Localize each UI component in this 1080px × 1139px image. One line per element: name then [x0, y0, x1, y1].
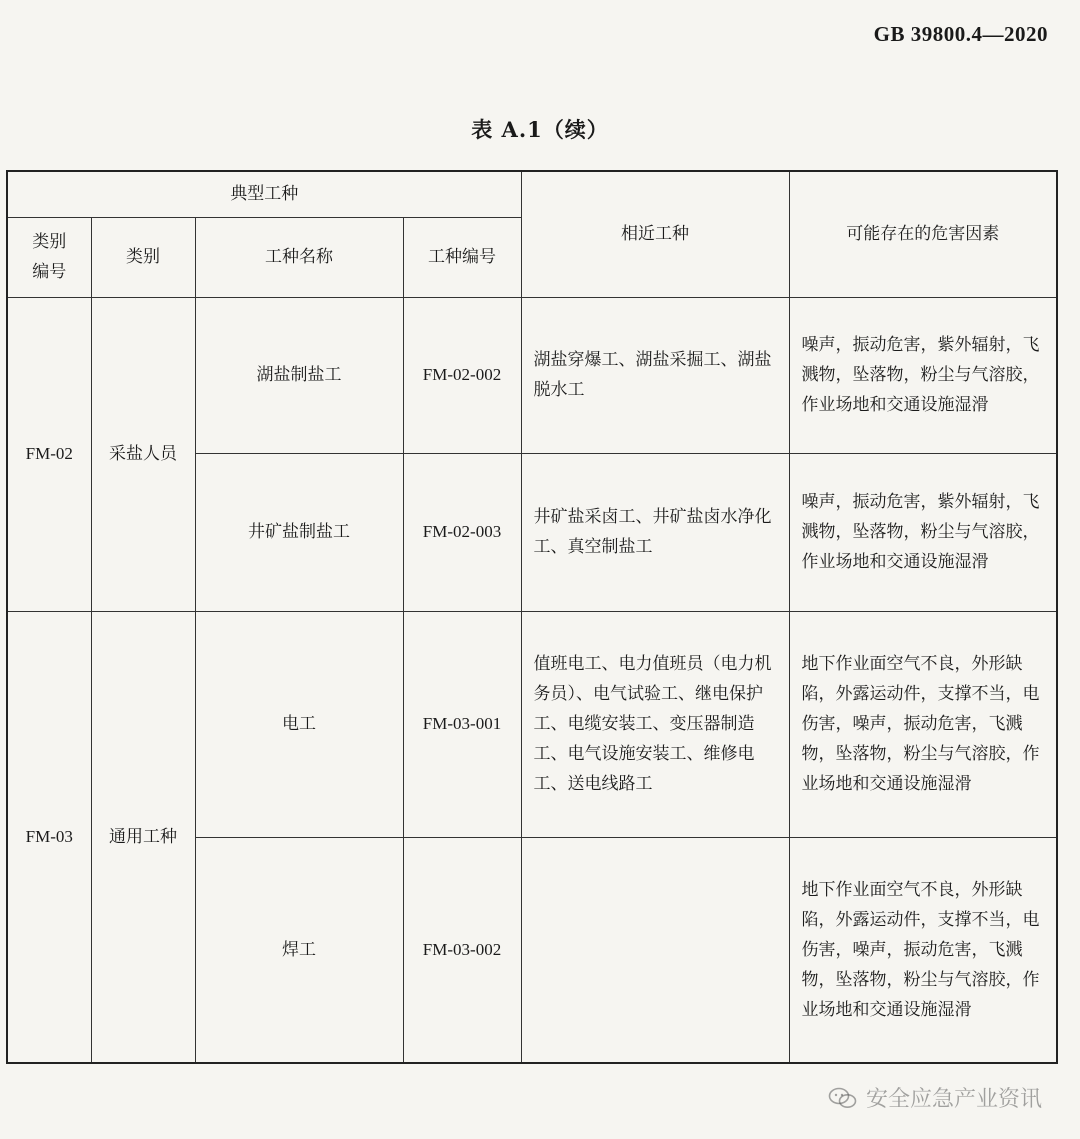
watermark-text: 安全应急产业资讯 [865, 1087, 1042, 1112]
similar-jobs-cell: 井矿盐采卤工、井矿盐卤水净化工、真空制盐工 [521, 453, 789, 611]
watermark [828, 1082, 1042, 1113]
category-cell: 采盐人员 [91, 297, 195, 611]
job-code-cell: FM-03-002 [403, 837, 521, 1063]
table-title: 表 A.1（续） [471, 117, 609, 142]
table-row [7, 611, 1057, 837]
job-name-cell: 湖盐制盐工 [195, 297, 403, 453]
header-similar-jobs: 相近工种 [521, 171, 789, 297]
header-typical-job: 典型工种 [7, 171, 521, 217]
job-code-cell: FM-02-002 [403, 297, 521, 453]
category-cell: 通用工种 [91, 611, 195, 1063]
header-category: 类别 [91, 217, 195, 297]
wechat-icon [828, 1086, 858, 1110]
hazards-cell: 噪声，振动危害，紫外辐射，飞溅物，坠落物，粉尘与气溶胶，作业场地和交通设施湿滑 [789, 453, 1057, 611]
header-job-code: 工种编号 [403, 217, 521, 297]
category-code-cell: FM-03 [7, 611, 91, 1063]
hazards-cell: 地下作业面空气不良，外形缺陷，外露运动件，支撑不当，电伤害，噪声，振动危害，飞溅物，坠落物，粉尘与气溶胶，作业场地和交通设施湿滑 [789, 837, 1057, 1063]
header-category-code: 类别 编号 [7, 217, 91, 297]
table-row [7, 297, 1057, 453]
job-code-cell: FM-02-003 [403, 453, 521, 611]
category-code-cell: FM-02 [7, 297, 91, 611]
similar-jobs-cell [521, 837, 789, 1063]
hazards-cell: 地下作业面空气不良，外形缺陷，外露运动件，支撑不当，电伤害，噪声，振动危害，飞溅物，坠落物，粉尘与气溶胶，作业场地和交通设施湿滑 [789, 611, 1057, 837]
hazard-table [6, 170, 1058, 1064]
similar-jobs-cell: 值班电工、电力值班员（电力机务员）、电气试验工、继电保护工、电缆安装工、变压器制造工、电气设施安装工、维修电工、送电线路工 [521, 611, 789, 837]
job-name-cell: 电工 [195, 611, 403, 837]
job-name-cell: 井矿盐制盐工 [195, 453, 403, 611]
job-code-cell: FM-03-001 [403, 611, 521, 837]
standard-code: GB 39800.4—2020 [873, 22, 1048, 46]
job-name-cell: 焊工 [195, 837, 403, 1063]
hazards-cell: 噪声，振动危害，紫外辐射，飞溅物，坠落物，粉尘与气溶胶，作业场地和交通设施湿滑 [789, 297, 1057, 453]
header-job-name: 工种名称 [195, 217, 403, 297]
header-hazards: 可能存在的危害因素 [789, 171, 1057, 297]
similar-jobs-cell: 湖盐穿爆工、湖盐采掘工、湖盐脱水工 [521, 297, 789, 453]
